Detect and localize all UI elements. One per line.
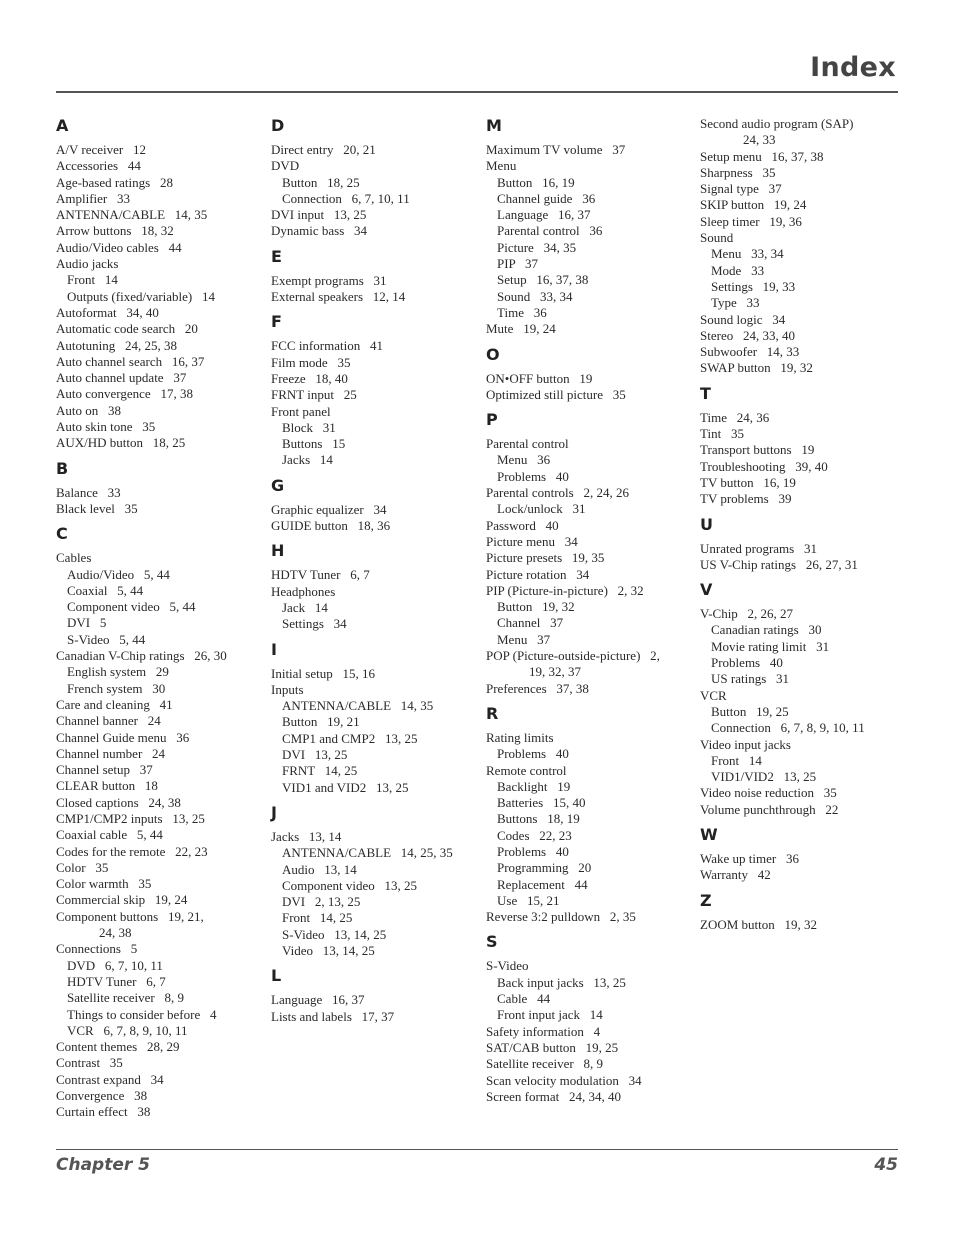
index-entry-continuation: 24, 33 [743,132,776,148]
index-section [700,825,910,884]
index-subentry: Audio 13, 14 [282,861,357,877]
index-entry: Subwoofer 14, 33 [700,344,800,360]
index-section [700,515,910,574]
index-section [486,704,696,926]
index-section [271,247,481,306]
index-entry: Wake up timer 36 [700,850,799,866]
index-subentry: Canadian ratings 30 [711,622,822,638]
index-entry: POP (Picture-outside-picture) 2, [486,648,660,664]
index-subentry: VID1/VID2 13, 25 [711,769,817,785]
index-subentry: Settings 19, 33 [711,278,796,294]
index-subentry: English system 29 [67,664,169,680]
index-entry: Coaxial cable 5, 44 [56,827,163,843]
index-subentry: Things to consider before 4 [67,1006,217,1022]
index-entry: Color 35 [56,859,109,875]
index-section [271,312,481,468]
index-entry: Closed captions 24, 38 [56,794,181,810]
index-entry: Codes for the remote 22, 23 [56,843,208,859]
index-subentry: Button 19, 25 [711,703,789,719]
index-subentry: Lock/unlock 31 [497,501,586,517]
index-entry: Autotuning 24, 25, 38 [56,337,177,353]
index-subentry: Sound 33, 34 [497,288,573,304]
index-entry: Cables [56,550,92,566]
index-entry: PIP (Picture-in-picture) 2, 32 [486,582,644,598]
index-entry: Canadian V-Chip ratings 26, 30 [56,648,227,664]
index-entry: Volume punchthrough 22 [700,801,839,817]
index-entry: Sharpness 35 [700,164,776,180]
index-section [700,116,910,377]
section-letter: J [271,802,277,822]
index-subentry: Video 13, 14, 25 [282,942,375,958]
index-entry: Second audio program (SAP) [700,116,854,131]
index-entry: External speakers 12, 14 [271,289,406,305]
index-entry: Preferences 37, 38 [486,680,589,696]
index-entry: ZOOM button 19, 32 [700,916,817,932]
index-entry: Maximum TV volume 37 [486,142,626,157]
index-subentry: Parental control 36 [497,223,603,239]
index-subentry: Mode 33 [711,262,765,278]
index-entry: Arrow buttons 18, 32 [56,223,174,239]
index-section [486,345,696,404]
index-section [700,580,910,818]
index-entry: Troubleshooting 39, 40 [700,458,828,474]
index-entry: Reverse 3:2 pulldown 2, 35 [486,909,636,925]
index-subentry: Menu 36 [497,452,551,468]
index-entry: SAT/CAB button 19, 25 [486,1039,619,1055]
section-letter: T [700,383,711,403]
index-entry: Graphic equalizer 34 [271,501,387,517]
section-letter: E [271,246,282,266]
index-column-4 [700,116,910,940]
index-entry: Content themes 28, 29 [56,1039,180,1055]
index-subentry: DVD 6, 7, 10, 11 [67,957,163,973]
index-entry: Channel setup 37 [56,762,153,778]
index-entry: Autoformat 34, 40 [56,304,159,320]
index-entry: Transport buttons 19 [700,442,815,458]
index-entry: FCC information 41 [271,338,383,354]
index-entry: Color warmth 35 [56,876,152,892]
index-subentry: VID1 and VID2 13, 25 [282,779,409,795]
index-entry: GUIDE button 18, 36 [271,518,391,534]
index-subentry: VCR 6, 7, 8, 9, 10, 11 [67,1022,188,1038]
index-subentry: HDTV Tuner 6, 7 [67,973,166,989]
index-subentry: Buttons 18, 19 [497,811,580,827]
index-entry: Audio jacks [56,256,119,272]
index-entry: Age-based ratings 28 [56,174,173,190]
index-subentry: Satellite receiver 8, 9 [67,990,184,1006]
index-entry: Commercial skip 19, 24 [56,892,188,908]
index-entry: Care and cleaning 41 [56,696,173,712]
index-subentry: Time 36 [497,304,547,320]
index-subentry: Connection 6, 7, 10, 11 [282,190,410,206]
index-entry: Stereo 24, 33, 40 [700,327,795,343]
index-section [700,891,910,933]
index-subentry: Front 14 [67,272,118,288]
index-entry: FRNT input 25 [271,387,357,403]
index-entry-continuation: 24, 38 [99,925,132,941]
index-entry: Mute 19, 24 [486,321,556,337]
index-entry: AUX/HD button 18, 25 [56,435,186,451]
section-letter: M [486,116,502,135]
index-subentry: Channel guide 36 [497,190,596,206]
index-entry: Channel number 24 [56,745,166,761]
index-subentry: Setup 16, 37, 38 [497,272,589,288]
section-letter: V [700,580,713,600]
page-title: Index [810,52,896,83]
index-entry: DVI input 13, 25 [271,207,367,223]
index-entry: Rating limits [486,729,554,745]
index-subentry: Back input jacks 13, 25 [497,974,626,990]
index-entry: Direct entry 20, 21 [271,142,376,157]
section-letter: R [486,703,499,723]
page-number: 45 [874,1155,898,1175]
index-column-1 [56,116,266,1128]
section-letter: H [271,541,285,561]
index-entry: Auto channel update 37 [56,370,187,386]
index-entry: Setup menu 16, 37, 38 [700,148,824,164]
index-entry: Video input jacks [700,736,791,752]
index-entry: Jacks 13, 14 [271,828,342,844]
index-subentry: Problems 40 [497,843,569,859]
index-section [271,541,481,632]
index-entry-continuation: 19, 32, 37 [529,664,581,680]
index-entry: Sleep timer 19, 36 [700,213,802,229]
index-subentry: Button 19, 32 [497,599,575,615]
section-letter: O [486,344,500,364]
index-entry: Menu [486,158,517,174]
index-subentry: Button 18, 25 [282,174,360,190]
index-subentry: Problems 40 [497,746,569,762]
index-entry: Film mode 35 [271,354,351,370]
index-subentry: Type 33 [711,295,760,311]
index-section [56,459,266,518]
index-entry: Initial setup 15, 16 [271,665,375,681]
index-entry: A/V receiver 12 [56,142,147,157]
index-entry: Contrast 35 [56,1055,123,1071]
index-entry: SKIP button 19, 24 [700,197,807,213]
index-subentry: Menu 33, 34 [711,246,784,262]
index-entry: Sound [700,230,734,246]
section-letter: I [271,639,277,659]
index-section [486,116,696,338]
section-letter: Z [700,890,712,910]
index-entry: Auto channel search 16, 37 [56,353,205,369]
index-subentry: Menu 37 [497,631,551,647]
index-subentry: Use 15, 21 [497,892,560,908]
index-subentry: PIP 37 [497,256,539,272]
index-entry: S-Video [486,958,529,974]
index-subentry: CMP1 and CMP2 13, 25 [282,730,418,746]
index-entry: V-Chip 2, 26, 27 [700,606,794,622]
index-entry: Picture rotation 34 [486,566,590,582]
index-entry: CLEAR button 18 [56,778,158,794]
header-rule [56,91,898,93]
index-subentry: Button 16, 19 [497,174,575,190]
section-letter: A [56,116,69,135]
index-entry: Front panel [271,403,331,419]
index-column-2 [271,116,481,1032]
index-entry: Connections 5 [56,941,138,957]
index-subentry: DVI 2, 13, 25 [282,894,361,910]
index-subentry: Problems 40 [497,468,569,484]
index-entry: Inputs [271,681,304,697]
index-subentry: Problems 40 [711,655,783,671]
index-entry: Convergence 38 [56,1088,148,1104]
index-entry: Freeze 18, 40 [271,370,348,386]
footer-rule [56,1149,898,1150]
index-section [486,932,696,1105]
index-subentry: Component video 13, 25 [282,877,418,893]
section-letter: F [271,312,282,332]
index-subentry: S-Video 13, 14, 25 [282,926,387,942]
section-letter: C [56,524,68,544]
index-entry: Safety information 4 [486,1023,601,1039]
index-section [271,116,481,240]
index-entry: Warranty 42 [700,867,771,883]
index-subentry: DVI 5 [67,615,107,631]
index-entry: Screen format 24, 34, 40 [486,1088,622,1104]
index-subentry: Audio/Video 5, 44 [67,566,170,582]
index-entry: Channel banner 24 [56,713,161,729]
index-subentry: Cable 44 [497,991,551,1007]
section-letter: L [271,966,282,986]
index-subentry: Picture 34, 35 [497,239,577,255]
index-entry: Auto convergence 17, 38 [56,386,193,402]
index-entry: Balance 33 [56,484,121,500]
section-letter: P [486,410,498,430]
index-subentry: Backlight 19 [497,778,571,794]
index-section [700,384,910,508]
index-entry: Picture menu 34 [486,533,578,549]
index-section [271,476,481,535]
index-subentry: Outputs (fixed/variable) 14 [67,288,216,304]
index-entry: Satellite receiver 8, 9 [486,1056,603,1072]
index-subentry: Block 31 [282,419,336,435]
index-subentry: Component video 5, 44 [67,599,196,615]
index-entry: Black level 35 [56,500,138,516]
index-entry: Lists and labels 17, 37 [271,1008,395,1024]
index-entry: Parental controls 2, 24, 26 [486,485,629,501]
section-letter: B [56,458,69,478]
index-entry: Curtain effect 38 [56,1104,151,1120]
index-subentry: Programming 20 [497,860,592,876]
index-entry: Accessories 44 [56,158,141,174]
footer-chapter: Chapter 5 [56,1155,151,1175]
index-entry: Time 24, 36 [700,409,770,425]
index-subentry: Button 19, 21 [282,714,360,730]
index-subentry: Front input jack 14 [497,1007,603,1023]
section-letter: U [700,514,713,534]
index-entry: Amplifier 33 [56,190,131,206]
index-entry: Channel Guide menu 36 [56,729,190,745]
index-entry: ANTENNA/CABLE 14, 35 [56,207,208,223]
index-entry: Auto on 38 [56,402,121,418]
index-subentry: Front 14, 25 [282,910,353,926]
index-subentry: French system 30 [67,680,166,696]
index-entry: TV button 16, 19 [700,474,796,490]
index-subentry: ANTENNA/CABLE 14, 25, 35 [282,845,453,861]
index-subentry: Connection 6, 7, 8, 9, 10, 11 [711,720,865,736]
index-section [271,640,481,796]
index-subentry: Jack 14 [282,599,328,615]
index-subentry: Coaxial 5, 44 [67,582,144,598]
section-letter: W [700,824,718,844]
index-entry: Picture presets 19, 35 [486,550,605,566]
index-entry: Sound logic 34 [700,311,786,327]
index-entry: CMP1/CMP2 inputs 13, 25 [56,810,205,826]
index-entry: Video noise reduction 35 [700,785,837,801]
index-subentry: Batteries 15, 40 [497,795,586,811]
index-subentry: Codes 22, 23 [497,827,572,843]
index-entry: VCR [700,687,727,703]
index-subentry: Settings 34 [282,616,347,632]
index-subentry: FRNT 14, 25 [282,763,358,779]
index-subentry: Buttons 15 [282,436,346,452]
index-entry: Audio/Video cables 44 [56,239,182,255]
index-entry: Optimized still picture 35 [486,386,626,402]
index-entry: Scan velocity modulation 34 [486,1072,642,1088]
index-entry: DVD [271,158,300,174]
index-section [56,116,266,452]
index-entry: Auto skin tone 35 [56,419,156,435]
index-entry: Parental control [486,436,569,452]
index-section [271,966,481,1025]
index-entry: Unrated programs 31 [700,540,817,556]
index-entry: Dynamic bass 34 [271,223,368,239]
index-subentry: S-Video 5, 44 [67,631,146,647]
index-entry: ON•OFF button 19 [486,370,593,386]
index-subentry: Replacement 44 [497,876,588,892]
index-entry: Signal type 37 [700,181,782,197]
index-entry: Tint 35 [700,426,744,442]
index-entry: Exempt programs 31 [271,272,387,288]
index-subentry: Language 16, 37 [497,207,591,223]
index-entry: SWAP button 19, 32 [700,360,813,376]
index-entry: Language 16, 37 [271,992,365,1008]
index-subentry: Jacks 14 [282,452,333,468]
index-entry: TV problems 39 [700,491,792,507]
index-section [486,410,696,697]
section-letter: S [486,932,498,952]
index-subentry: Front 14 [711,752,762,768]
index-entry: Headphones [271,583,336,599]
index-subentry: DVI 13, 25 [282,747,348,763]
index-section [56,524,266,1120]
index-entry: Contrast expand 34 [56,1071,164,1087]
index-entry: Automatic code search 20 [56,321,198,337]
index-entry: Remote control [486,762,567,778]
section-letter: D [271,116,285,135]
index-entry: US V-Chip ratings 26, 27, 31 [700,556,858,572]
index-column-3 [486,116,696,1112]
index-subentry: Movie rating limit 31 [711,638,830,654]
index-entry: HDTV Tuner 6, 7 [271,567,370,583]
index-entry: Password 40 [486,517,559,533]
index-entry: Component buttons 19, 21, [56,908,204,924]
index-section [271,803,481,959]
index-subentry: US ratings 31 [711,671,789,687]
index-subentry: Channel 37 [497,615,564,631]
index-subentry: ANTENNA/CABLE 14, 35 [282,698,434,714]
section-letter: G [271,475,285,495]
